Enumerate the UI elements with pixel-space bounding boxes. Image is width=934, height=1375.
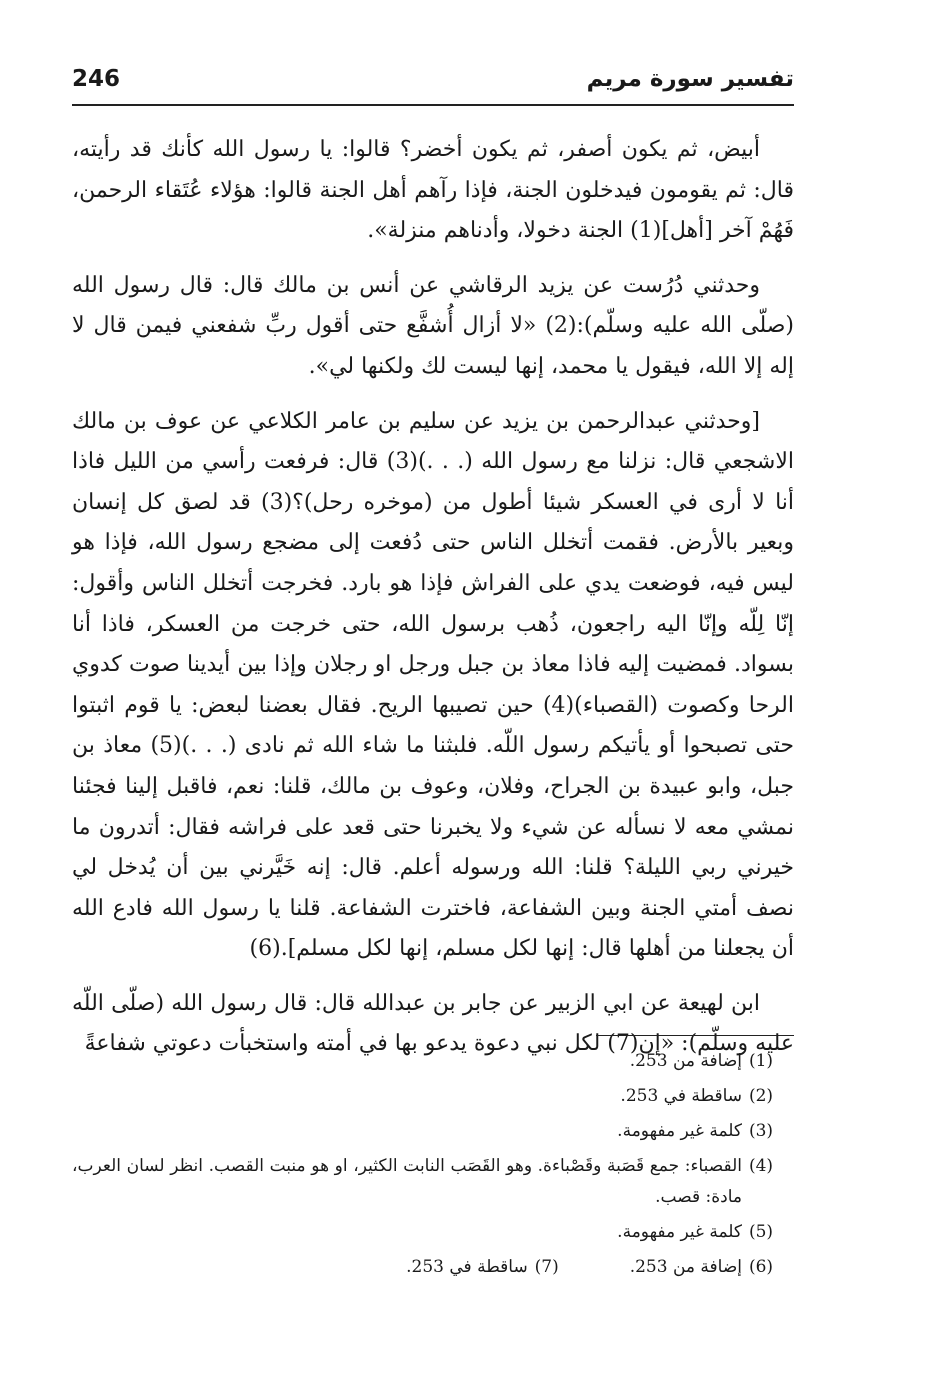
footnote-text: كلمة غير مفهومة. — [617, 1121, 742, 1141]
footnote-text: القصباء: جمع قَصَبة وقَصْباءة. وهو القَصَب النابت الكثير، او هو منبت القصب. انظر لسان العرب، مادة: قصب. — [72, 1156, 742, 1207]
footnote-number: (5) — [748, 1222, 774, 1242]
paragraph: وحدثني دُرُست عن يزيد الرقاشي عن أنس بن مالك قال: قال رسول الله (صلّى الله عليه وسلّم):(2) «لا أزال أُشفَّع حتى أقول ربِّ شفعني فيمن قال لا إله إلا الله، فيقول يا محمد، إنها ليست لك ولكنها لي». — [72, 272, 794, 379]
footnote-number: (4) — [748, 1156, 774, 1176]
running-title: تفسير سورة مريم — [586, 66, 794, 92]
paragraph: ابن لهيعة عن ابي الزبير عن جابر بن عبدالله قال: قال رسول الله (صلّى اللّه عليه وسلّم): «إن(7) لكل نبي دعوة يدعو بها في أمته واستخبأت دعوتي شفاعةً — [72, 990, 794, 1057]
paragraph: [وحدثني عبدالرحمن بن يزيد عن سليم بن عامر الكلاعي عن عوف بن مالك الاشجعي قال: نزلنا مع رسول الله (. . .)(3) قال: فرفعت رأسي من الليل فاذا أنا لا أرى في العسكر شيئا أطول من (موخره رحل)؟(3) قد لصق كل إنسان وبعير بالأرض. فقمت أتخلل الناس حتى دُفعت إلى مضجع رسول الله، فإذا هو ليس فيه، فوضعت يدي على الفراش فإذا هو بارد. فخرجت أتخلل الناس وأقول: إنّا لِلّه وإنّا اليه راجعون، ذُهب برسول الله، حتى خرجت من العسكر، فاذا أنا بسواد. فمضيت إليه فاذا معاذ بن جبل ورجل او رجلان وإذا بين أيدينا صوت كدوي الرحا وكصوت (القصباء)(4) حين تصيبها الريح. فقال بعضنا لبعض: يا قوم اثبتوا حتى تصبحوا أو يأتيكم رسول اللّه. فلبثنا ما شاء الله ثم نادى (. . .)(5) معاذ بن جبل، وابو عبيدة بن الجراح، وفلان، وعوف بن مالك، قلنا: نعم، فاقبل إلينا فجئنا نمشي معه لا نسأله عن شيء ولا يخبرنا حتى قعد على فراشه فقال: أتدرون ما خيرني ربي الليلة؟ قلنا: الله ورسوله أعلم. قال: إنه خَيَّرني بين أن يُدخل لي نصف أمتي الجنة وبين الشفاعة، فاخترت الشفاعة. قلنا يا رسول الله فادع الله أن يجعلنا من أهلها قال: إنها لكل مسلم، إنها لكل مسلم].(6) — [72, 408, 795, 962]
footnote — [72, 1217, 794, 1248]
footnote — [72, 1046, 794, 1077]
footnote — [630, 1252, 794, 1283]
header-rule — [72, 104, 794, 106]
footnote-text: إضافة من 253. — [629, 1051, 742, 1071]
footnote-number: (6) — [748, 1257, 774, 1277]
footnote-text: كلمة غير مفهومة. — [617, 1222, 742, 1242]
footnote-rule — [596, 1035, 794, 1036]
footnotes — [72, 1046, 794, 1287]
body-text — [72, 130, 794, 1065]
page-number: 246 — [72, 66, 121, 92]
footnote-number: (1) — [748, 1051, 774, 1071]
footnote-row — [72, 1252, 794, 1287]
footnote-number: (2) — [748, 1086, 774, 1106]
footnote-text: ساقطة في 253. — [620, 1086, 742, 1106]
footnote — [72, 1151, 794, 1213]
footnote-text: إضافة من 253. — [629, 1257, 742, 1277]
page-header — [72, 60, 794, 106]
footnote — [72, 1081, 794, 1112]
document-page — [72, 60, 794, 1320]
footnote — [72, 1116, 794, 1147]
footnote — [406, 1252, 580, 1283]
paragraph: أبيض، ثم يكون أصفر، ثم يكون أخضر؟ قالوا: يا رسول الله كأنك قد رأيته، قال: ثم يقومون فيدخلون الجنة، فإذا رآهم أهل الجنة قالوا: هؤلاء عُتَقاء الرحمن، فَهُمْ آخر [أهل](1) الجنة دخولا، وأدناهم منزلة». — [72, 137, 794, 244]
footnote-text: ساقطة في 253. — [406, 1257, 528, 1277]
footnote-number: (3) — [748, 1121, 774, 1141]
footnote-number: (7) — [534, 1257, 559, 1277]
